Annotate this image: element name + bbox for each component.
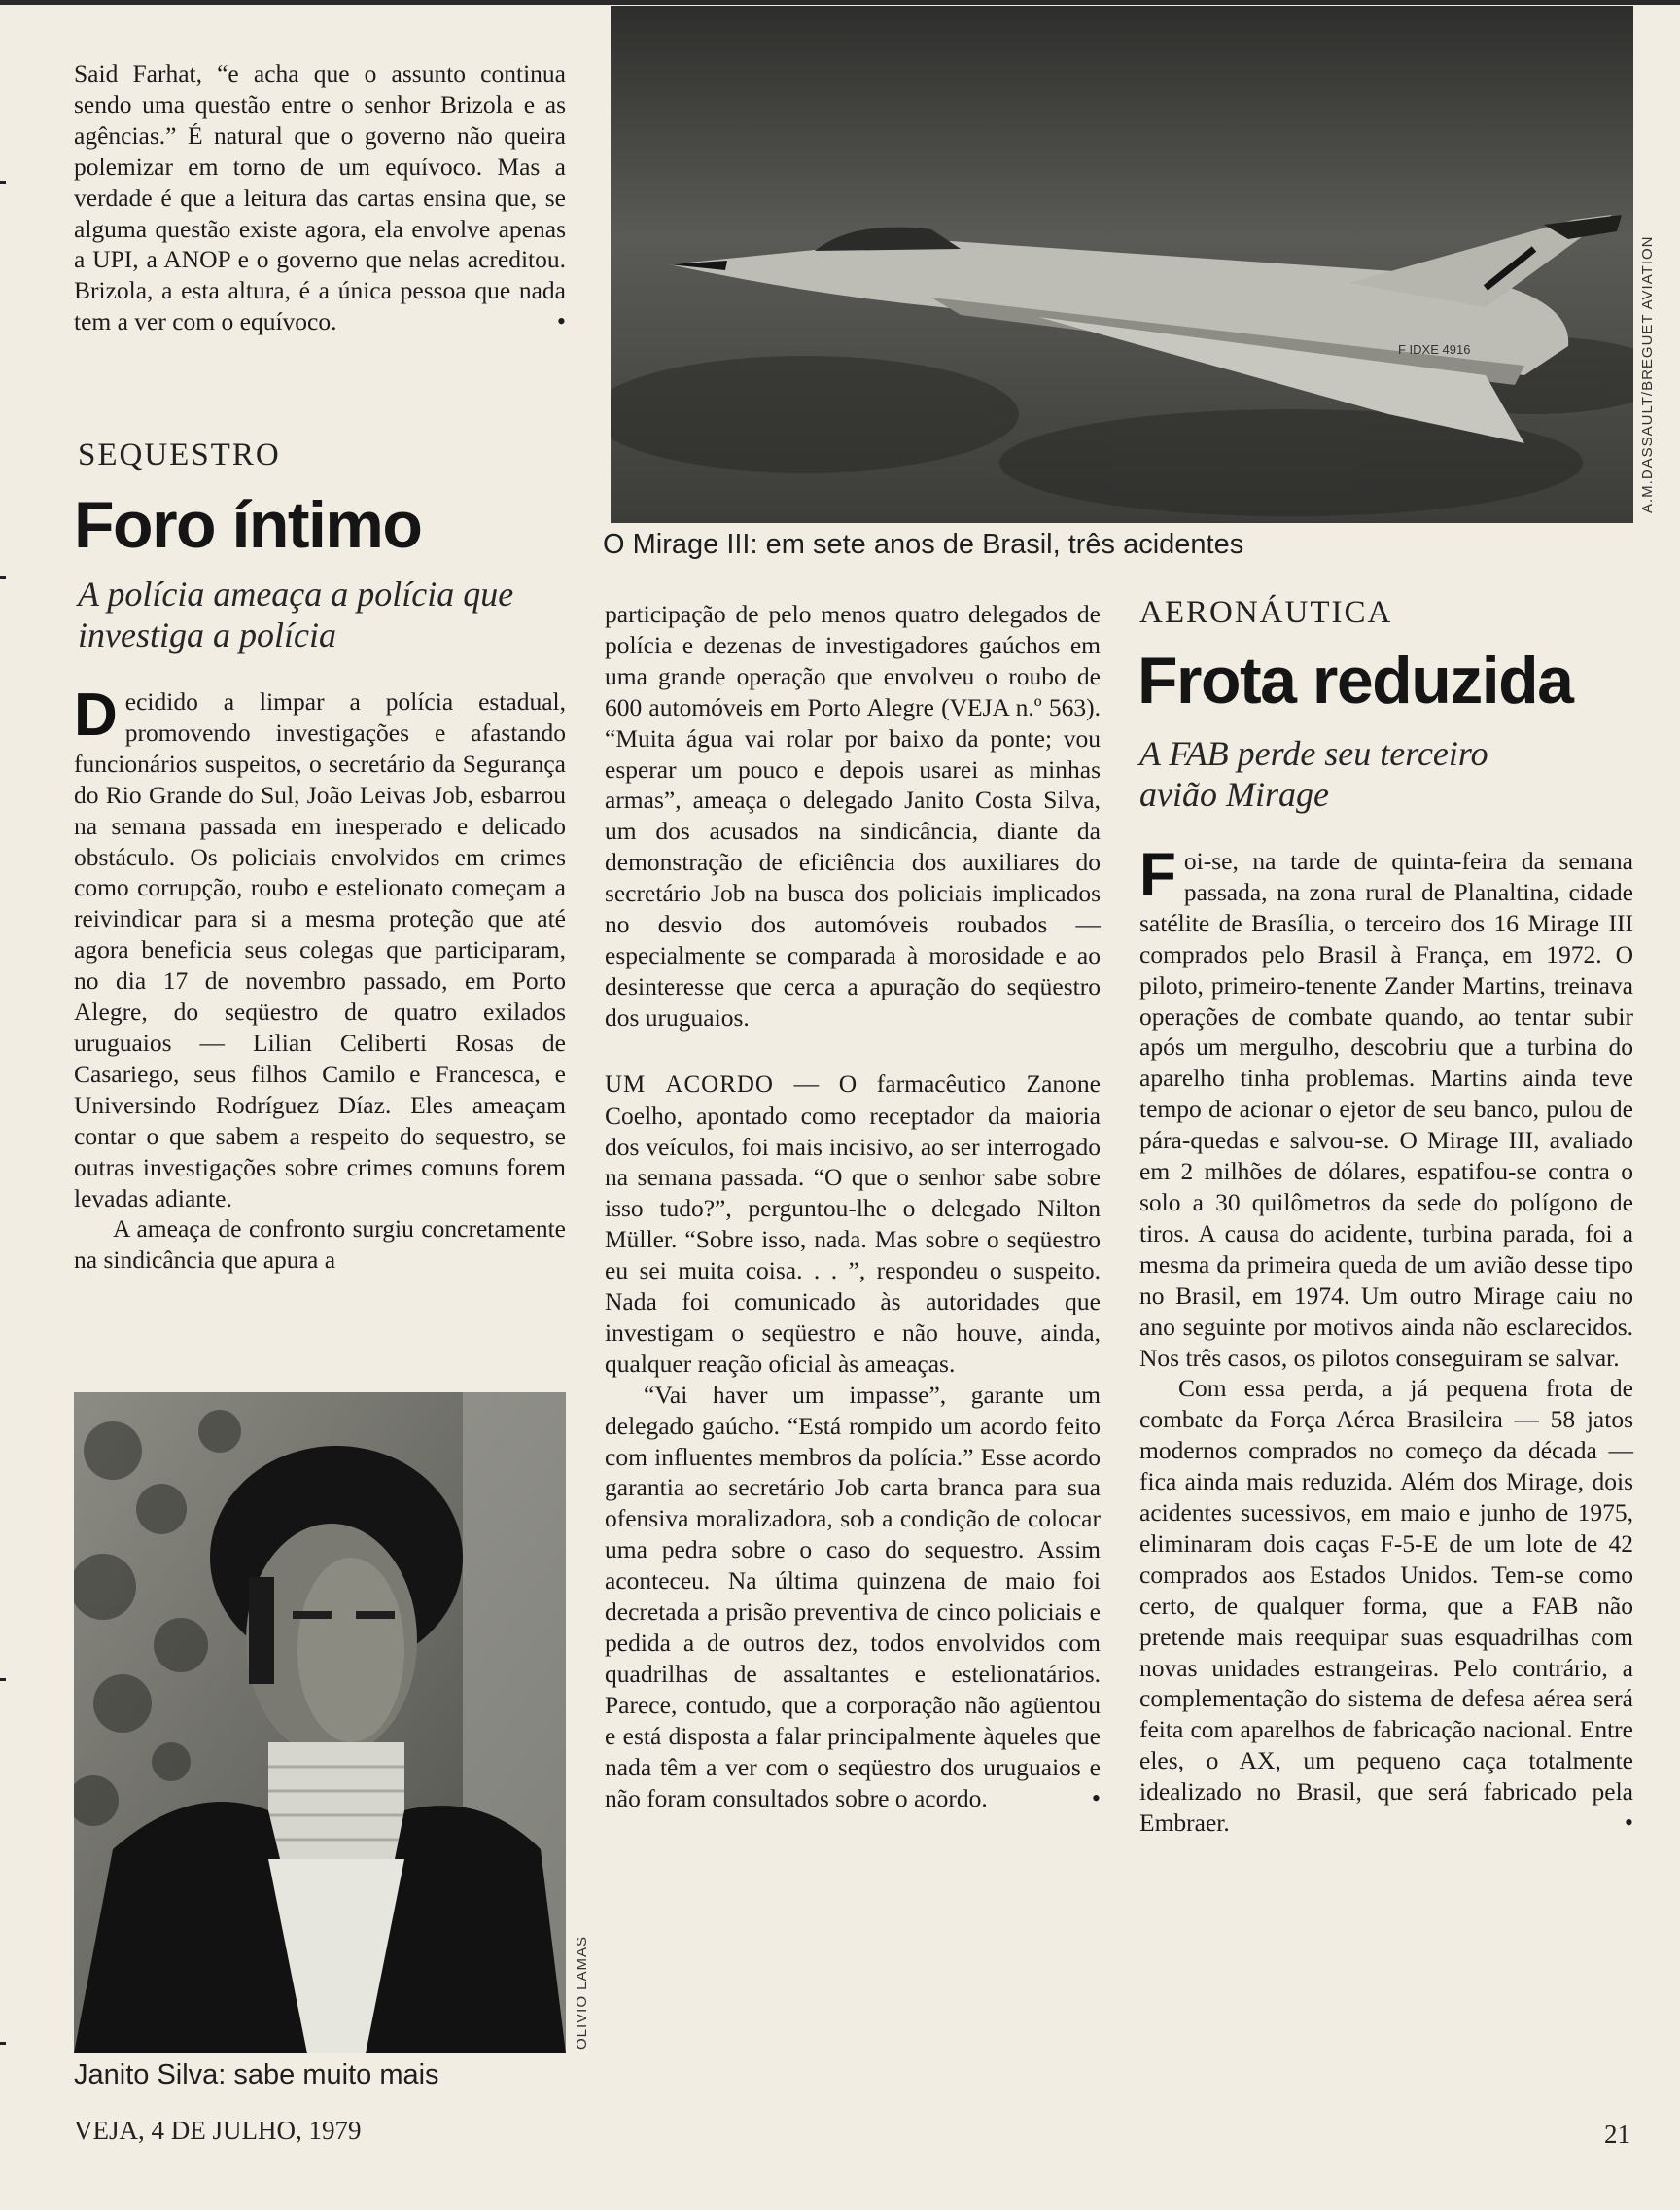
body-paragraph: — O farmacêutico Zanone Coelho, apontado como receptador da maioria dos veículos, foi mais incisivo, ao ser interrogado na semana passada. “O que o senhor sabe sobre isso tudo?”, perguntou-lhe o delegado Nilton Müller. “Sobre isso, nada. Mas sobre o seqüestro eu sei muita coisa. . . ”, respondeu o suspeito. Nada foi comunicado às autoridades que investigam o seqüestro e não houve, ainda, qualquer reação oficial às ameaças. [605, 1069, 1101, 1378]
mirage-photo-credit: A.M.DASSAULT/BREGUET AVIATION [1639, 235, 1656, 513]
mirage-caption: O Mirage III: em sete anos de Brasil, três acidentes [603, 529, 1244, 560]
section-kicker: SEQUESTRO [78, 438, 281, 473]
mirage-illustration [611, 6, 1633, 523]
dropcap: F [1139, 841, 1176, 908]
story-aeronautica-header [1139, 595, 1637, 631]
body-paragraph: A ameaça de confronto surgiu concretamente na sindicância que apura a [74, 1214, 566, 1275]
headline-wrap [74, 488, 579, 562]
story-sequestro-header [78, 438, 570, 474]
top-rule [0, 0, 1680, 5]
deck-wrap [78, 574, 564, 655]
headline-foro-intimo: Foro íntimo [74, 488, 422, 562]
margin-mark [0, 576, 6, 579]
section-kicker: AERONÁUTICA [1139, 595, 1393, 630]
subhead-um-acordo: UM ACORDO [605, 1070, 774, 1098]
middle-column [605, 599, 1101, 1813]
page-number: 21 [1604, 2120, 1630, 2149]
deck: A polícia ameaça a polícia que investiga a polícia [78, 575, 514, 654]
portrait-photo-credit: OLIVIO LAMAS [574, 1935, 590, 2050]
end-mark: • [1091, 1783, 1101, 1812]
deck-wrap [1139, 733, 1567, 815]
headline-wrap [1138, 644, 1653, 718]
margin-mark [0, 181, 6, 184]
mirage-photo [611, 6, 1633, 523]
body-paragraph: Com essa perda, a já pequena frota de combate da Força Aérea Brasileira — 58 jatos modernos comprados no começo da década — fica ainda mais reduzida. Além dos Mirage, dois acidentes sucessivos, em maio e junho de 1975, eliminaram dois caças F-5-E de um lote de 42 comprados aos Estados Unidos. Tem-se como certo, de qualquer forma, que a FAB não pretende mais reequipar suas esquadrilhas com novas unidades estrangeiras. Pelo contrário, a complementação do sistema de defesa aérea será feita com aparelhos de fabricação nacional. Entre eles, o AX, um pequeno caça totalmente idealizado no Brasil, que será fabricado pela Embraer. [1139, 1374, 1633, 1838]
end-mark: • [1624, 1808, 1633, 1838]
portrait-caption: Janito Silva: sabe muito mais [74, 2059, 439, 2090]
issue-date: VEJA, 4 DE JULHO, 1979 [74, 2116, 362, 2145]
body-paragraph: oi-se, na tarde de quinta-feira da semana passada, na zona rural de Planaltina, cidade satélite de Brasília, o terceiro dos 16 Mirage III comprados pelo Brasil à França, em 1972. O piloto, primeiro-tenente Zander Martins, treinava operações de combate quando, ao tentar subir após um mergulho, descobriu que a turbina do aparelho tinha problemas. Martins ainda teve tempo de acionar o ejetor de seu banco, pulou de pára-quedas e salvou-se. O Mirage III, avaliado em 2 milhões de dólares, espatifou-se contra o solo a 30 quilômetros da sede do polígono de tiros. A causa do acidente, turbina parada, foi a mesma da primeira queda de um avião desse tipo no Brasil, em 1974. Um outro Mirage caiu no ano seguinte por motivos ainda não esclarecidos. Nos três casos, os pilotos conseguiram se salvar. [1139, 847, 1633, 1372]
portrait-photo [74, 1392, 566, 2053]
aircraft-marking: F IDXE 4916 [1398, 342, 1471, 357]
margin-mark [0, 1678, 6, 1681]
body-paragraph: participação de pelo menos quatro delegados de polícia e dezenas de investigadores gaúchos em uma grande operação que envolveu o roubo de 600 automóveis em Porto Alegre (VEJA n.º 563). “Muita água vai rolar por baixo da ponte; vou esperar um pouco e depois usarei as minhas armas”, ameaça o delegado Janito Costa Silva, um dos acusados na sindicância, diante da demonstração de eficiência dos auxiliares do secretário Job na busca dos policiais implicados no desvio dos automóveis roubados — especialmente se comparada à morosidade e ao desinteresse que cerca a apuração do seqüestro dos uruguaios. [605, 600, 1101, 1032]
body-paragraph: ecidido a limpar a polícia estadual, promovendo investigações e afastando funcionários suspeitos, o secretário da Segurança do Rio Grande do Sul, João Leivas Job, esbarrou na semana passada em inesperado e delicado obstáculo. Os policiais envolvidos em crimes como corrupção, roubo e estelionato começam a reivindicar para si a mesma proteção que até agora beneficia seus colegas que participaram, no dia 17 de novembro passado, em Porto Alegre, do seqüestro de quatro exilados uruguaios — Lilian Celiberti Rosas de Casariego, seus filhos Camilo e Francesca, e Universindo Rodríguez Díaz. Eles ameaçam contar o que sabem a respeito do sequestro, se outras investigações sobre crimes comuns forem levadas adiante. [74, 687, 566, 1212]
deck: A FAB perde seu terceiro avião Mirage [1139, 734, 1488, 814]
left-column [74, 58, 566, 337]
headline-frota-reduzida: Frota reduzida [1138, 644, 1573, 718]
body-paragraph: “Vai haver um impasse”, garante um delegado gaúcho. “Está rompido um acordo feito com influentes membros da polícia.” Esse acordo garantia ao secretário Job carta branca para sua ofensiva moralizadora, sob a condição de colocar uma pedra sobre o caso do sequestro. Assim aconteceu. Na última quinzena de maio foi decretada a prisão preventiva de cinco policiais e pedida a de outros dez, todos envolvidos com quadrilhas de assaltantes e estelionatários. Parece, contudo, que a corporação não agüentou e está disposta a falar principalmente àqueles que nada têm a ver com o seqüestro dos uruguaios e não foram consultados sobre o acordo. [605, 1380, 1101, 1812]
margin-mark [0, 2042, 6, 2045]
sequestro-body [74, 682, 566, 1276]
aeronautica-body [1139, 841, 1633, 1839]
portrait-illustration [74, 1392, 566, 2053]
dropcap: D [74, 682, 118, 749]
intro-text: Said Farhat, “e acha que o assunto continua sendo uma questão entre o senhor Brizola e as agências.” É natural que o governo não queira polemizar em torno de um equívoco. Mas a verdade é que a leitura das cartas ensina que, se alguma questão existe agora, ela envolve apenas a UPI, a ANOP e o governo que nelas acreditou. Brizola, a esta altura, é a única pessoa que nada tem a ver com o equívoco. [74, 59, 566, 336]
end-mark: • [556, 307, 566, 336]
intro-paragraph [74, 58, 566, 337]
